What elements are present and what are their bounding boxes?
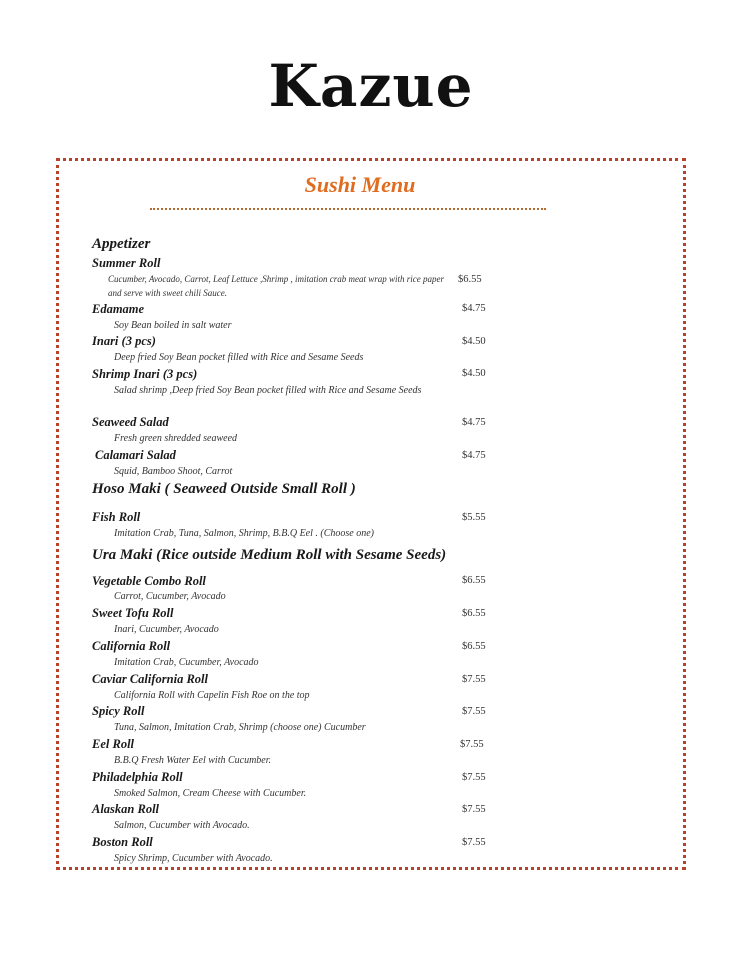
section-appetizer: Appetizer bbox=[92, 236, 151, 252]
item-name-calamari-salad: Calamari Salad bbox=[95, 448, 176, 462]
item-price-philadelphia-roll: $7.55 bbox=[462, 772, 486, 783]
item-price-eel-roll: $7.55 bbox=[460, 739, 484, 750]
item-price-inari: $4.50 bbox=[462, 336, 486, 347]
item-desc-fish-roll: Imitation Crab, Tuna, Salmon, Shrimp, B.B.Q Eel . (Choose one) bbox=[114, 528, 374, 539]
item-desc-philadelphia-roll: Smoked Salmon, Cream Cheese with Cucumber. bbox=[114, 788, 307, 799]
item-name-california-roll: California Roll bbox=[92, 639, 171, 653]
item-desc-sweet-tofu-roll: Inari, Cucumber, Avocado bbox=[114, 624, 219, 635]
item-name-spicy-roll: Spicy Roll bbox=[92, 704, 145, 718]
section-hoso-maki: Hoso Maki ( Seaweed Outside Small Roll ) bbox=[92, 481, 356, 497]
item-desc-spicy-roll: Tuna, Salmon, Imitation Crab, Shrimp (choose one) Cucumber bbox=[114, 722, 366, 733]
item-desc-caviar-california-roll: California Roll with Capelin Fish Roe on the top bbox=[114, 690, 310, 701]
item-desc-vegetable-combo-roll: Carrot, Cucumber, Avocado bbox=[114, 591, 226, 602]
item-desc-boston-roll: Spicy Shrimp, Cucumber with Avocado. bbox=[114, 853, 273, 864]
item-price-edamame: $4.75 bbox=[462, 303, 486, 314]
item-desc-calamari-salad: Squid, Bamboo Shoot, Carrot bbox=[114, 466, 233, 477]
item-price-calamari-salad: $4.75 bbox=[462, 450, 486, 461]
item-name-vegetable-combo-roll: Vegetable Combo Roll bbox=[92, 574, 206, 588]
item-desc-shrimp-inari: Salad shrimp ,Deep fried Soy Bean pocket filled with Rice and Sesame Seeds bbox=[114, 385, 422, 396]
item-name-fish-roll: Fish Roll bbox=[92, 510, 141, 524]
item-price-caviar-california-roll: $7.55 bbox=[462, 674, 486, 685]
item-name-seaweed-salad: Seaweed Salad bbox=[92, 415, 169, 429]
item-desc-seaweed-salad: Fresh green shredded seaweed bbox=[114, 433, 238, 444]
item-name-sweet-tofu-roll: Sweet Tofu Roll bbox=[92, 606, 174, 620]
item-price-shrimp-inari: $4.50 bbox=[462, 368, 486, 379]
item-price-boston-roll: $7.55 bbox=[462, 837, 486, 848]
item-price-fish-roll: $5.55 bbox=[462, 512, 486, 523]
item-name-philadelphia-roll: Philadelphia Roll bbox=[92, 770, 183, 784]
item-desc-alaskan-roll: Salmon, Cucumber with Avocado. bbox=[114, 820, 250, 831]
item-name-alaskan-roll: Alaskan Roll bbox=[92, 802, 160, 816]
item-desc-inari: Deep fried Soy Bean pocket filled with Rice and Sesame Seeds bbox=[114, 352, 364, 363]
item-name-edamame: Edamame bbox=[92, 302, 145, 316]
item-name-summer-roll: Summer Roll bbox=[92, 256, 161, 270]
item-desc-eel-roll: B.B.Q Fresh Water Eel with Cucumber. bbox=[114, 755, 272, 766]
item-name-shrimp-inari: Shrimp Inari (3 pcs) bbox=[92, 367, 198, 381]
item-price-california-roll: $6.55 bbox=[462, 641, 486, 652]
item-desc-edamame: Soy Bean boiled in salt water bbox=[114, 320, 232, 331]
item-price-spicy-roll: $7.55 bbox=[462, 706, 486, 717]
item-desc-summer-roll: Cucumber, Avocado, Carrot, Leaf Lettuce ,Shrimp , imitation crab meat wrap with rice paper and serve with sweet chili Sauce. bbox=[108, 274, 444, 298]
item-name-eel-roll: Eel Roll bbox=[92, 737, 135, 751]
item-price-sweet-tofu-roll: $6.55 bbox=[462, 608, 486, 619]
item-name-boston-roll: Boston Roll bbox=[92, 835, 153, 849]
menu-title: Sushi Menu bbox=[304, 172, 416, 197]
title-divider bbox=[150, 208, 546, 210]
item-name-caviar-california-roll: Caviar California Roll bbox=[92, 672, 208, 686]
item-price-seaweed-salad: $4.75 bbox=[462, 417, 486, 428]
item-desc-california-roll: Imitation Crab, Cucumber, Avocado bbox=[114, 657, 259, 668]
item-price-vegetable-combo-roll: $6.55 bbox=[462, 575, 486, 586]
item-price-summer-roll: $6.55 bbox=[458, 274, 482, 285]
item-name-inari: Inari (3 pcs) bbox=[92, 334, 156, 348]
item-price-alaskan-roll: $7.55 bbox=[462, 804, 486, 815]
restaurant-logo: Kazue bbox=[268, 52, 474, 120]
section-ura-maki: Ura Maki (Rice outside Medium Roll with Sesame Seeds) bbox=[92, 547, 447, 563]
